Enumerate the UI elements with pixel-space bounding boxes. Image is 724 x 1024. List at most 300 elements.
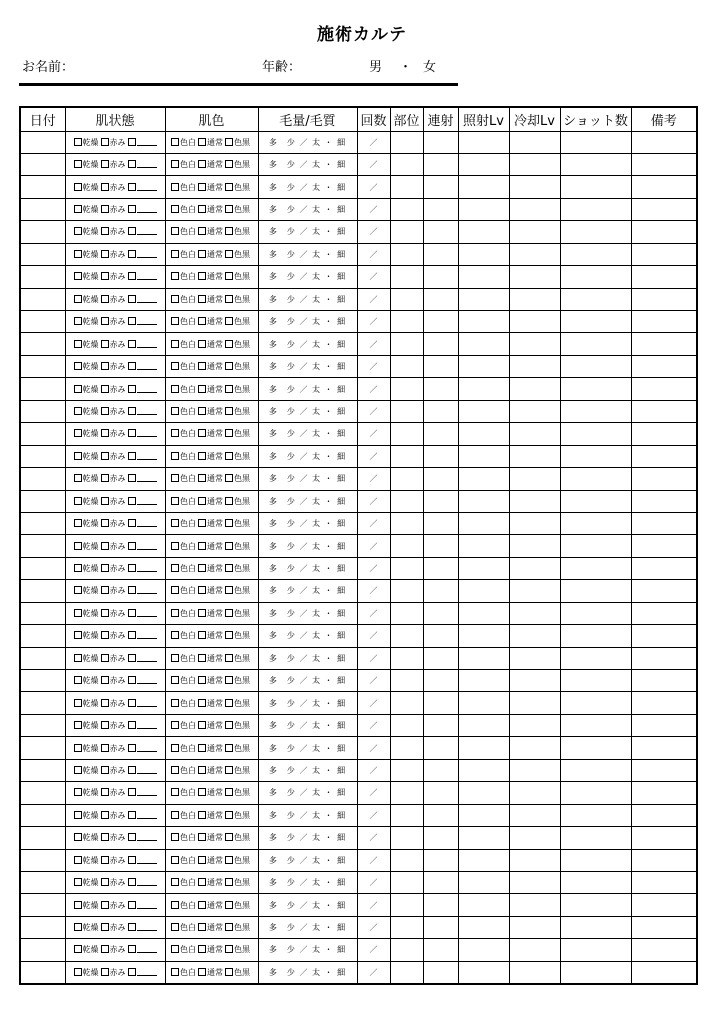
dry-checkbox[interactable]: [74, 407, 82, 415]
cooling-level-cell[interactable]: [509, 737, 560, 759]
count-cell[interactable]: ／: [357, 198, 390, 220]
dry-checkbox[interactable]: [74, 699, 82, 707]
fair-checkbox[interactable]: [171, 519, 179, 527]
dry-checkbox[interactable]: [74, 519, 82, 527]
dark-checkbox[interactable]: [225, 497, 233, 505]
other-checkbox[interactable]: [128, 586, 136, 594]
hair-cell[interactable]: 多 少 ／ 太 ・ 細: [258, 961, 357, 983]
dark-checkbox[interactable]: [225, 474, 233, 482]
hair-cell[interactable]: 多 少 ／ 太 ・ 細: [258, 288, 357, 310]
fair-checkbox[interactable]: [171, 385, 179, 393]
fair-checkbox[interactable]: [171, 317, 179, 325]
normal-checkbox[interactable]: [198, 250, 206, 258]
dry-checkbox[interactable]: [74, 497, 82, 505]
dark-checkbox[interactable]: [225, 250, 233, 258]
other-blank-line[interactable]: [137, 856, 157, 864]
notes-cell[interactable]: [631, 512, 697, 534]
other-checkbox[interactable]: [128, 654, 136, 662]
other-checkbox[interactable]: [128, 183, 136, 191]
rapid-fire-cell[interactable]: [423, 153, 458, 175]
date-cell[interactable]: [20, 355, 65, 377]
dry-checkbox[interactable]: [74, 923, 82, 931]
irradiation-level-cell[interactable]: [458, 849, 509, 871]
notes-cell[interactable]: [631, 198, 697, 220]
dark-checkbox[interactable]: [225, 968, 233, 976]
count-cell[interactable]: ／: [357, 625, 390, 647]
cooling-level-cell[interactable]: [509, 849, 560, 871]
dry-checkbox[interactable]: [74, 609, 82, 617]
irradiation-level-cell[interactable]: [458, 512, 509, 534]
date-cell[interactable]: [20, 176, 65, 198]
shot-count-cell[interactable]: [560, 288, 631, 310]
date-cell[interactable]: [20, 243, 65, 265]
rapid-fire-cell[interactable]: [423, 759, 458, 781]
irradiation-level-cell[interactable]: [458, 400, 509, 422]
normal-checkbox[interactable]: [198, 295, 206, 303]
area-cell[interactable]: [390, 602, 423, 624]
cooling-level-cell[interactable]: [509, 490, 560, 512]
shot-count-cell[interactable]: [560, 512, 631, 534]
dry-checkbox[interactable]: [74, 631, 82, 639]
count-cell[interactable]: ／: [357, 961, 390, 983]
notes-cell[interactable]: [631, 827, 697, 849]
shot-count-cell[interactable]: [560, 378, 631, 400]
cooling-level-cell[interactable]: [509, 243, 560, 265]
count-cell[interactable]: ／: [357, 221, 390, 243]
rapid-fire-cell[interactable]: [423, 625, 458, 647]
cooling-level-cell[interactable]: [509, 647, 560, 669]
fair-checkbox[interactable]: [171, 609, 179, 617]
dry-checkbox[interactable]: [74, 183, 82, 191]
normal-checkbox[interactable]: [198, 160, 206, 168]
hair-cell[interactable]: 多 少 ／ 太 ・ 細: [258, 378, 357, 400]
other-blank-line[interactable]: [137, 160, 157, 168]
dark-checkbox[interactable]: [225, 833, 233, 841]
hair-cell[interactable]: 多 少 ／ 太 ・ 細: [258, 782, 357, 804]
shot-count-cell[interactable]: [560, 557, 631, 579]
fair-checkbox[interactable]: [171, 923, 179, 931]
rapid-fire-cell[interactable]: [423, 782, 458, 804]
irradiation-level-cell[interactable]: [458, 378, 509, 400]
cooling-level-cell[interactable]: [509, 602, 560, 624]
other-blank-line[interactable]: [137, 407, 157, 415]
rapid-fire-cell[interactable]: [423, 804, 458, 826]
cooling-level-cell[interactable]: [509, 333, 560, 355]
normal-checkbox[interactable]: [198, 429, 206, 437]
notes-cell[interactable]: [631, 759, 697, 781]
shot-count-cell[interactable]: [560, 198, 631, 220]
fair-checkbox[interactable]: [171, 497, 179, 505]
cooling-level-cell[interactable]: [509, 400, 560, 422]
count-cell[interactable]: ／: [357, 490, 390, 512]
cooling-level-cell[interactable]: [509, 355, 560, 377]
irradiation-level-cell[interactable]: [458, 490, 509, 512]
cooling-level-cell[interactable]: [509, 266, 560, 288]
rapid-fire-cell[interactable]: [423, 288, 458, 310]
irradiation-level-cell[interactable]: [458, 916, 509, 938]
count-cell[interactable]: ／: [357, 400, 390, 422]
area-cell[interactable]: [390, 355, 423, 377]
normal-checkbox[interactable]: [198, 654, 206, 662]
normal-checkbox[interactable]: [198, 317, 206, 325]
notes-cell[interactable]: [631, 355, 697, 377]
other-checkbox[interactable]: [128, 901, 136, 909]
fair-checkbox[interactable]: [171, 407, 179, 415]
other-blank-line[interactable]: [137, 766, 157, 774]
area-cell[interactable]: [390, 849, 423, 871]
hair-cell[interactable]: 多 少 ／ 太 ・ 細: [258, 871, 357, 893]
count-cell[interactable]: ／: [357, 849, 390, 871]
hair-cell[interactable]: 多 少 ／ 太 ・ 細: [258, 512, 357, 534]
cooling-level-cell[interactable]: [509, 198, 560, 220]
area-cell[interactable]: [390, 400, 423, 422]
shot-count-cell[interactable]: [560, 176, 631, 198]
dark-checkbox[interactable]: [225, 542, 233, 550]
normal-checkbox[interactable]: [198, 676, 206, 684]
irradiation-level-cell[interactable]: [458, 198, 509, 220]
rapid-fire-cell[interactable]: [423, 714, 458, 736]
notes-cell[interactable]: [631, 602, 697, 624]
normal-checkbox[interactable]: [198, 272, 206, 280]
notes-cell[interactable]: [631, 243, 697, 265]
rapid-fire-cell[interactable]: [423, 266, 458, 288]
redness-checkbox[interactable]: [101, 205, 109, 213]
other-checkbox[interactable]: [128, 676, 136, 684]
notes-cell[interactable]: [631, 535, 697, 557]
notes-cell[interactable]: [631, 692, 697, 714]
area-cell[interactable]: [390, 535, 423, 557]
hair-cell[interactable]: 多 少 ／ 太 ・ 細: [258, 490, 357, 512]
date-cell[interactable]: [20, 198, 65, 220]
other-checkbox[interactable]: [128, 362, 136, 370]
other-checkbox[interactable]: [128, 205, 136, 213]
area-cell[interactable]: [390, 647, 423, 669]
irradiation-level-cell[interactable]: [458, 580, 509, 602]
date-cell[interactable]: [20, 468, 65, 490]
fair-checkbox[interactable]: [171, 676, 179, 684]
area-cell[interactable]: [390, 243, 423, 265]
dry-checkbox[interactable]: [74, 138, 82, 146]
redness-checkbox[interactable]: [101, 362, 109, 370]
fair-checkbox[interactable]: [171, 788, 179, 796]
redness-checkbox[interactable]: [101, 609, 109, 617]
hair-cell[interactable]: 多 少 ／ 太 ・ 細: [258, 916, 357, 938]
dark-checkbox[interactable]: [225, 519, 233, 527]
redness-checkbox[interactable]: [101, 564, 109, 572]
other-checkbox[interactable]: [128, 923, 136, 931]
area-cell[interactable]: [390, 916, 423, 938]
rapid-fire-cell[interactable]: [423, 939, 458, 961]
shot-count-cell[interactable]: [560, 490, 631, 512]
area-cell[interactable]: [390, 153, 423, 175]
dry-checkbox[interactable]: [74, 227, 82, 235]
fair-checkbox[interactable]: [171, 586, 179, 594]
redness-checkbox[interactable]: [101, 183, 109, 191]
area-cell[interactable]: [390, 266, 423, 288]
notes-cell[interactable]: [631, 782, 697, 804]
hair-cell[interactable]: 多 少 ／ 太 ・ 細: [258, 804, 357, 826]
area-cell[interactable]: [390, 198, 423, 220]
notes-cell[interactable]: [631, 625, 697, 647]
area-cell[interactable]: [390, 871, 423, 893]
other-blank-line[interactable]: [137, 272, 157, 280]
redness-checkbox[interactable]: [101, 923, 109, 931]
hair-cell[interactable]: 多 少 ／ 太 ・ 細: [258, 445, 357, 467]
area-cell[interactable]: [390, 490, 423, 512]
shot-count-cell[interactable]: [560, 916, 631, 938]
other-checkbox[interactable]: [128, 744, 136, 752]
count-cell[interactable]: ／: [357, 535, 390, 557]
other-blank-line[interactable]: [137, 968, 157, 976]
other-checkbox[interactable]: [128, 474, 136, 482]
redness-checkbox[interactable]: [101, 721, 109, 729]
notes-cell[interactable]: [631, 714, 697, 736]
normal-checkbox[interactable]: [198, 744, 206, 752]
count-cell[interactable]: ／: [357, 580, 390, 602]
irradiation-level-cell[interactable]: [458, 692, 509, 714]
cooling-level-cell[interactable]: [509, 423, 560, 445]
normal-checkbox[interactable]: [198, 631, 206, 639]
irradiation-level-cell[interactable]: [458, 871, 509, 893]
shot-count-cell[interactable]: [560, 333, 631, 355]
count-cell[interactable]: ／: [357, 670, 390, 692]
redness-checkbox[interactable]: [101, 586, 109, 594]
notes-cell[interactable]: [631, 670, 697, 692]
fair-checkbox[interactable]: [171, 340, 179, 348]
other-checkbox[interactable]: [128, 721, 136, 729]
date-cell[interactable]: [20, 714, 65, 736]
cooling-level-cell[interactable]: [509, 311, 560, 333]
date-cell[interactable]: [20, 311, 65, 333]
other-blank-line[interactable]: [137, 474, 157, 482]
hair-cell[interactable]: 多 少 ／ 太 ・ 細: [258, 333, 357, 355]
notes-cell[interactable]: [631, 400, 697, 422]
dark-checkbox[interactable]: [225, 901, 233, 909]
normal-checkbox[interactable]: [198, 227, 206, 235]
irradiation-level-cell[interactable]: [458, 782, 509, 804]
area-cell[interactable]: [390, 580, 423, 602]
irradiation-level-cell[interactable]: [458, 737, 509, 759]
other-checkbox[interactable]: [128, 160, 136, 168]
notes-cell[interactable]: [631, 961, 697, 983]
irradiation-level-cell[interactable]: [458, 647, 509, 669]
dark-checkbox[interactable]: [225, 945, 233, 953]
dry-checkbox[interactable]: [74, 250, 82, 258]
fair-checkbox[interactable]: [171, 654, 179, 662]
hair-cell[interactable]: 多 少 ／ 太 ・ 細: [258, 580, 357, 602]
normal-checkbox[interactable]: [198, 856, 206, 864]
hair-cell[interactable]: 多 少 ／ 太 ・ 細: [258, 557, 357, 579]
irradiation-level-cell[interactable]: [458, 670, 509, 692]
other-blank-line[interactable]: [137, 609, 157, 617]
dry-checkbox[interactable]: [74, 452, 82, 460]
cooling-level-cell[interactable]: [509, 625, 560, 647]
cooling-level-cell[interactable]: [509, 714, 560, 736]
other-blank-line[interactable]: [137, 945, 157, 953]
other-blank-line[interactable]: [137, 811, 157, 819]
date-cell[interactable]: [20, 804, 65, 826]
other-checkbox[interactable]: [128, 429, 136, 437]
hair-cell[interactable]: 多 少 ／ 太 ・ 細: [258, 737, 357, 759]
redness-checkbox[interactable]: [101, 138, 109, 146]
date-cell[interactable]: [20, 221, 65, 243]
irradiation-level-cell[interactable]: [458, 804, 509, 826]
redness-checkbox[interactable]: [101, 227, 109, 235]
count-cell[interactable]: ／: [357, 333, 390, 355]
date-cell[interactable]: [20, 737, 65, 759]
rapid-fire-cell[interactable]: [423, 378, 458, 400]
redness-checkbox[interactable]: [101, 901, 109, 909]
cooling-level-cell[interactable]: [509, 288, 560, 310]
irradiation-level-cell[interactable]: [458, 445, 509, 467]
normal-checkbox[interactable]: [198, 811, 206, 819]
redness-checkbox[interactable]: [101, 676, 109, 684]
normal-checkbox[interactable]: [198, 923, 206, 931]
hair-cell[interactable]: 多 少 ／ 太 ・ 細: [258, 468, 357, 490]
normal-checkbox[interactable]: [198, 474, 206, 482]
dry-checkbox[interactable]: [74, 654, 82, 662]
rapid-fire-cell[interactable]: [423, 243, 458, 265]
rapid-fire-cell[interactable]: [423, 131, 458, 153]
hair-cell[interactable]: 多 少 ／ 太 ・ 細: [258, 647, 357, 669]
other-checkbox[interactable]: [128, 699, 136, 707]
dry-checkbox[interactable]: [74, 160, 82, 168]
cooling-level-cell[interactable]: [509, 378, 560, 400]
count-cell[interactable]: ／: [357, 243, 390, 265]
date-cell[interactable]: [20, 759, 65, 781]
hair-cell[interactable]: 多 少 ／ 太 ・ 細: [258, 131, 357, 153]
redness-checkbox[interactable]: [101, 766, 109, 774]
notes-cell[interactable]: [631, 580, 697, 602]
area-cell[interactable]: [390, 221, 423, 243]
normal-checkbox[interactable]: [198, 699, 206, 707]
shot-count-cell[interactable]: [560, 580, 631, 602]
normal-checkbox[interactable]: [198, 205, 206, 213]
other-blank-line[interactable]: [137, 227, 157, 235]
area-cell[interactable]: [390, 894, 423, 916]
fair-checkbox[interactable]: [171, 362, 179, 370]
cooling-level-cell[interactable]: [509, 916, 560, 938]
date-cell[interactable]: [20, 692, 65, 714]
redness-checkbox[interactable]: [101, 856, 109, 864]
area-cell[interactable]: [390, 961, 423, 983]
hair-cell[interactable]: 多 少 ／ 太 ・ 細: [258, 759, 357, 781]
fair-checkbox[interactable]: [171, 474, 179, 482]
count-cell[interactable]: ／: [357, 759, 390, 781]
rapid-fire-cell[interactable]: [423, 445, 458, 467]
normal-checkbox[interactable]: [198, 945, 206, 953]
hair-cell[interactable]: 多 少 ／ 太 ・ 細: [258, 153, 357, 175]
dry-checkbox[interactable]: [74, 340, 82, 348]
cooling-level-cell[interactable]: [509, 939, 560, 961]
notes-cell[interactable]: [631, 131, 697, 153]
dark-checkbox[interactable]: [225, 272, 233, 280]
other-blank-line[interactable]: [137, 183, 157, 191]
rapid-fire-cell[interactable]: [423, 737, 458, 759]
hair-cell[interactable]: 多 少 ／ 太 ・ 細: [258, 849, 357, 871]
count-cell[interactable]: ／: [357, 782, 390, 804]
fair-checkbox[interactable]: [171, 160, 179, 168]
dark-checkbox[interactable]: [225, 340, 233, 348]
date-cell[interactable]: [20, 871, 65, 893]
fair-checkbox[interactable]: [171, 699, 179, 707]
fair-checkbox[interactable]: [171, 429, 179, 437]
notes-cell[interactable]: [631, 557, 697, 579]
shot-count-cell[interactable]: [560, 243, 631, 265]
normal-checkbox[interactable]: [198, 362, 206, 370]
fair-checkbox[interactable]: [171, 227, 179, 235]
dark-checkbox[interactable]: [225, 295, 233, 303]
date-cell[interactable]: [20, 445, 65, 467]
shot-count-cell[interactable]: [560, 153, 631, 175]
irradiation-level-cell[interactable]: [458, 961, 509, 983]
irradiation-level-cell[interactable]: [458, 266, 509, 288]
notes-cell[interactable]: [631, 423, 697, 445]
rapid-fire-cell[interactable]: [423, 602, 458, 624]
date-cell[interactable]: [20, 625, 65, 647]
cooling-level-cell[interactable]: [509, 827, 560, 849]
irradiation-level-cell[interactable]: [458, 423, 509, 445]
rapid-fire-cell[interactable]: [423, 849, 458, 871]
redness-checkbox[interactable]: [101, 340, 109, 348]
other-blank-line[interactable]: [137, 362, 157, 370]
date-cell[interactable]: [20, 580, 65, 602]
other-blank-line[interactable]: [137, 340, 157, 348]
cooling-level-cell[interactable]: [509, 445, 560, 467]
other-blank-line[interactable]: [137, 429, 157, 437]
count-cell[interactable]: ／: [357, 557, 390, 579]
count-cell[interactable]: ／: [357, 378, 390, 400]
redness-checkbox[interactable]: [101, 272, 109, 280]
rapid-fire-cell[interactable]: [423, 311, 458, 333]
other-blank-line[interactable]: [137, 654, 157, 662]
date-cell[interactable]: [20, 782, 65, 804]
area-cell[interactable]: [390, 759, 423, 781]
rapid-fire-cell[interactable]: [423, 894, 458, 916]
hair-cell[interactable]: 多 少 ／ 太 ・ 細: [258, 311, 357, 333]
dark-checkbox[interactable]: [225, 699, 233, 707]
dark-checkbox[interactable]: [225, 452, 233, 460]
hair-cell[interactable]: 多 少 ／ 太 ・ 細: [258, 266, 357, 288]
fair-checkbox[interactable]: [171, 272, 179, 280]
hair-cell[interactable]: 多 少 ／ 太 ・ 細: [258, 670, 357, 692]
notes-cell[interactable]: [631, 221, 697, 243]
fair-checkbox[interactable]: [171, 744, 179, 752]
date-cell[interactable]: [20, 423, 65, 445]
notes-cell[interactable]: [631, 288, 697, 310]
irradiation-level-cell[interactable]: [458, 939, 509, 961]
normal-checkbox[interactable]: [198, 542, 206, 550]
rapid-fire-cell[interactable]: [423, 490, 458, 512]
shot-count-cell[interactable]: [560, 871, 631, 893]
shot-count-cell[interactable]: [560, 759, 631, 781]
cooling-level-cell[interactable]: [509, 221, 560, 243]
other-blank-line[interactable]: [137, 564, 157, 572]
hair-cell[interactable]: 多 少 ／ 太 ・ 細: [258, 827, 357, 849]
dry-checkbox[interactable]: [74, 878, 82, 886]
notes-cell[interactable]: [631, 871, 697, 893]
date-cell[interactable]: [20, 827, 65, 849]
count-cell[interactable]: ／: [357, 445, 390, 467]
area-cell[interactable]: [390, 737, 423, 759]
dry-checkbox[interactable]: [74, 429, 82, 437]
dry-checkbox[interactable]: [74, 564, 82, 572]
dark-checkbox[interactable]: [225, 609, 233, 617]
dry-checkbox[interactable]: [74, 856, 82, 864]
date-cell[interactable]: [20, 490, 65, 512]
notes-cell[interactable]: [631, 490, 697, 512]
shot-count-cell[interactable]: [560, 782, 631, 804]
